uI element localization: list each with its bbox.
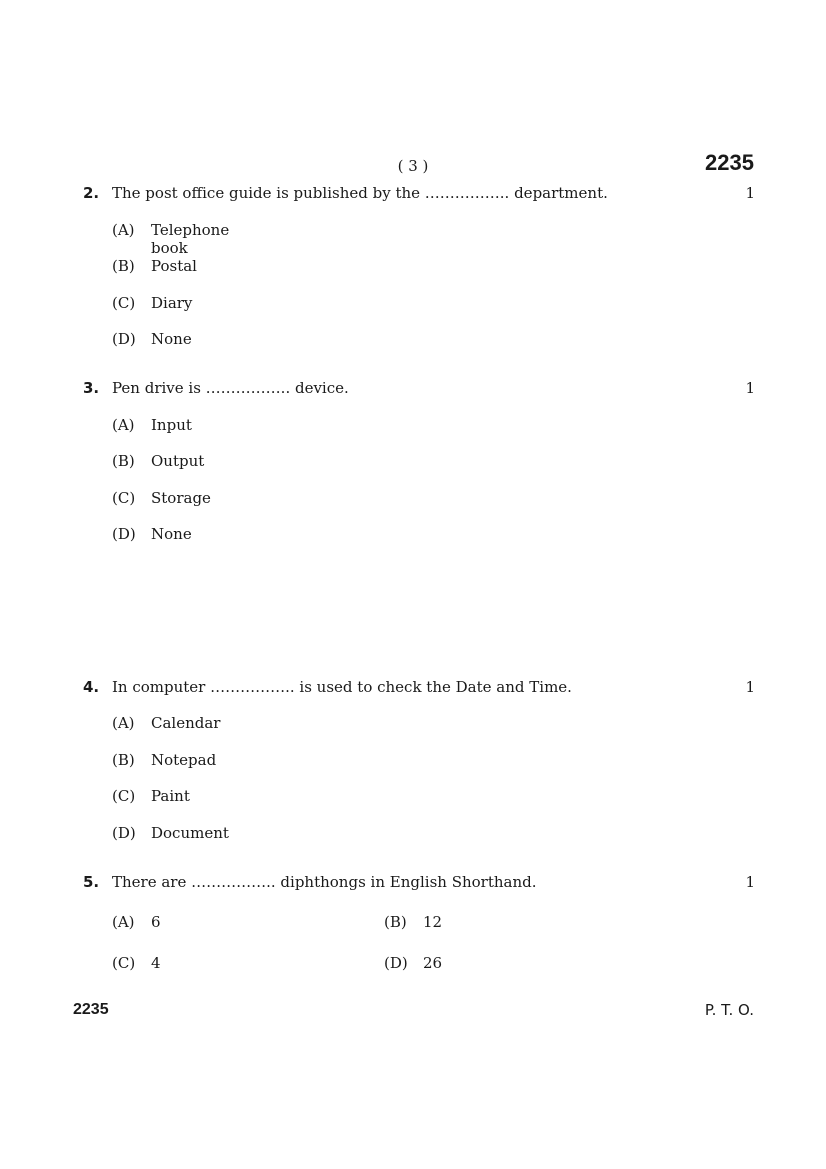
option-text: Document (151, 824, 229, 842)
option-text: 4 (151, 954, 161, 972)
option-text: 12 (423, 913, 443, 931)
option-text: None (151, 525, 192, 543)
option-text: Calendar (151, 714, 221, 732)
option-label: (B) (384, 913, 407, 931)
question-number: 5. (83, 873, 100, 891)
question-marks: 1 (745, 379, 755, 397)
question-text: There are …………….. diphthongs in English Shorthand. (112, 873, 537, 891)
option-text: Postal (151, 257, 197, 275)
paper-code-footer: 2235 (73, 1001, 109, 1018)
option-label: (D) (384, 954, 408, 972)
option-label: (B) (112, 452, 135, 470)
option-label: (B) (112, 751, 135, 769)
option-text: Telephone book (151, 221, 230, 257)
question-5 (83, 873, 755, 895)
question-marks: 1 (745, 873, 755, 891)
question-number: 3. (83, 379, 100, 397)
option-text: None (151, 330, 192, 348)
question-text: Pen drive is …………….. device. (112, 379, 349, 397)
page-number: ( 3 ) (397, 157, 429, 175)
option-label: (D) (112, 824, 136, 842)
option-text: Storage (151, 489, 211, 507)
question-2 (83, 184, 755, 206)
option-text: 26 (423, 954, 443, 972)
option-text: Input (151, 416, 192, 434)
option-label: (C) (112, 489, 136, 507)
option-text: Diary (151, 294, 193, 312)
option-label: (A) (112, 714, 135, 732)
question-marks: 1 (745, 184, 755, 202)
option-label: (D) (112, 330, 136, 348)
option-text: Notepad (151, 751, 217, 769)
pto-label: P. T. O. (704, 1001, 754, 1019)
question-4 (83, 678, 755, 700)
option-label: (A) (112, 913, 135, 931)
question-marks: 1 (745, 678, 755, 696)
option-label: (C) (112, 954, 136, 972)
option-label: (A) (112, 416, 135, 434)
option-label: (B) (112, 257, 135, 275)
question-text: The post office guide is published by the …………….. department. (112, 184, 608, 202)
question-number: 4. (83, 678, 100, 696)
option-label: (C) (112, 294, 136, 312)
question-3 (83, 379, 755, 401)
option-label: (A) (112, 221, 135, 239)
option-label: (C) (112, 787, 136, 805)
option-label: (D) (112, 525, 136, 543)
option-text: Output (151, 452, 205, 470)
paper-code-header: 2235 (705, 150, 754, 175)
question-text: In computer …………….. is used to check the Date and Time. (112, 678, 572, 696)
option-text: 6 (151, 913, 161, 931)
option-text: Paint (151, 787, 190, 805)
question-number: 2. (83, 184, 100, 202)
